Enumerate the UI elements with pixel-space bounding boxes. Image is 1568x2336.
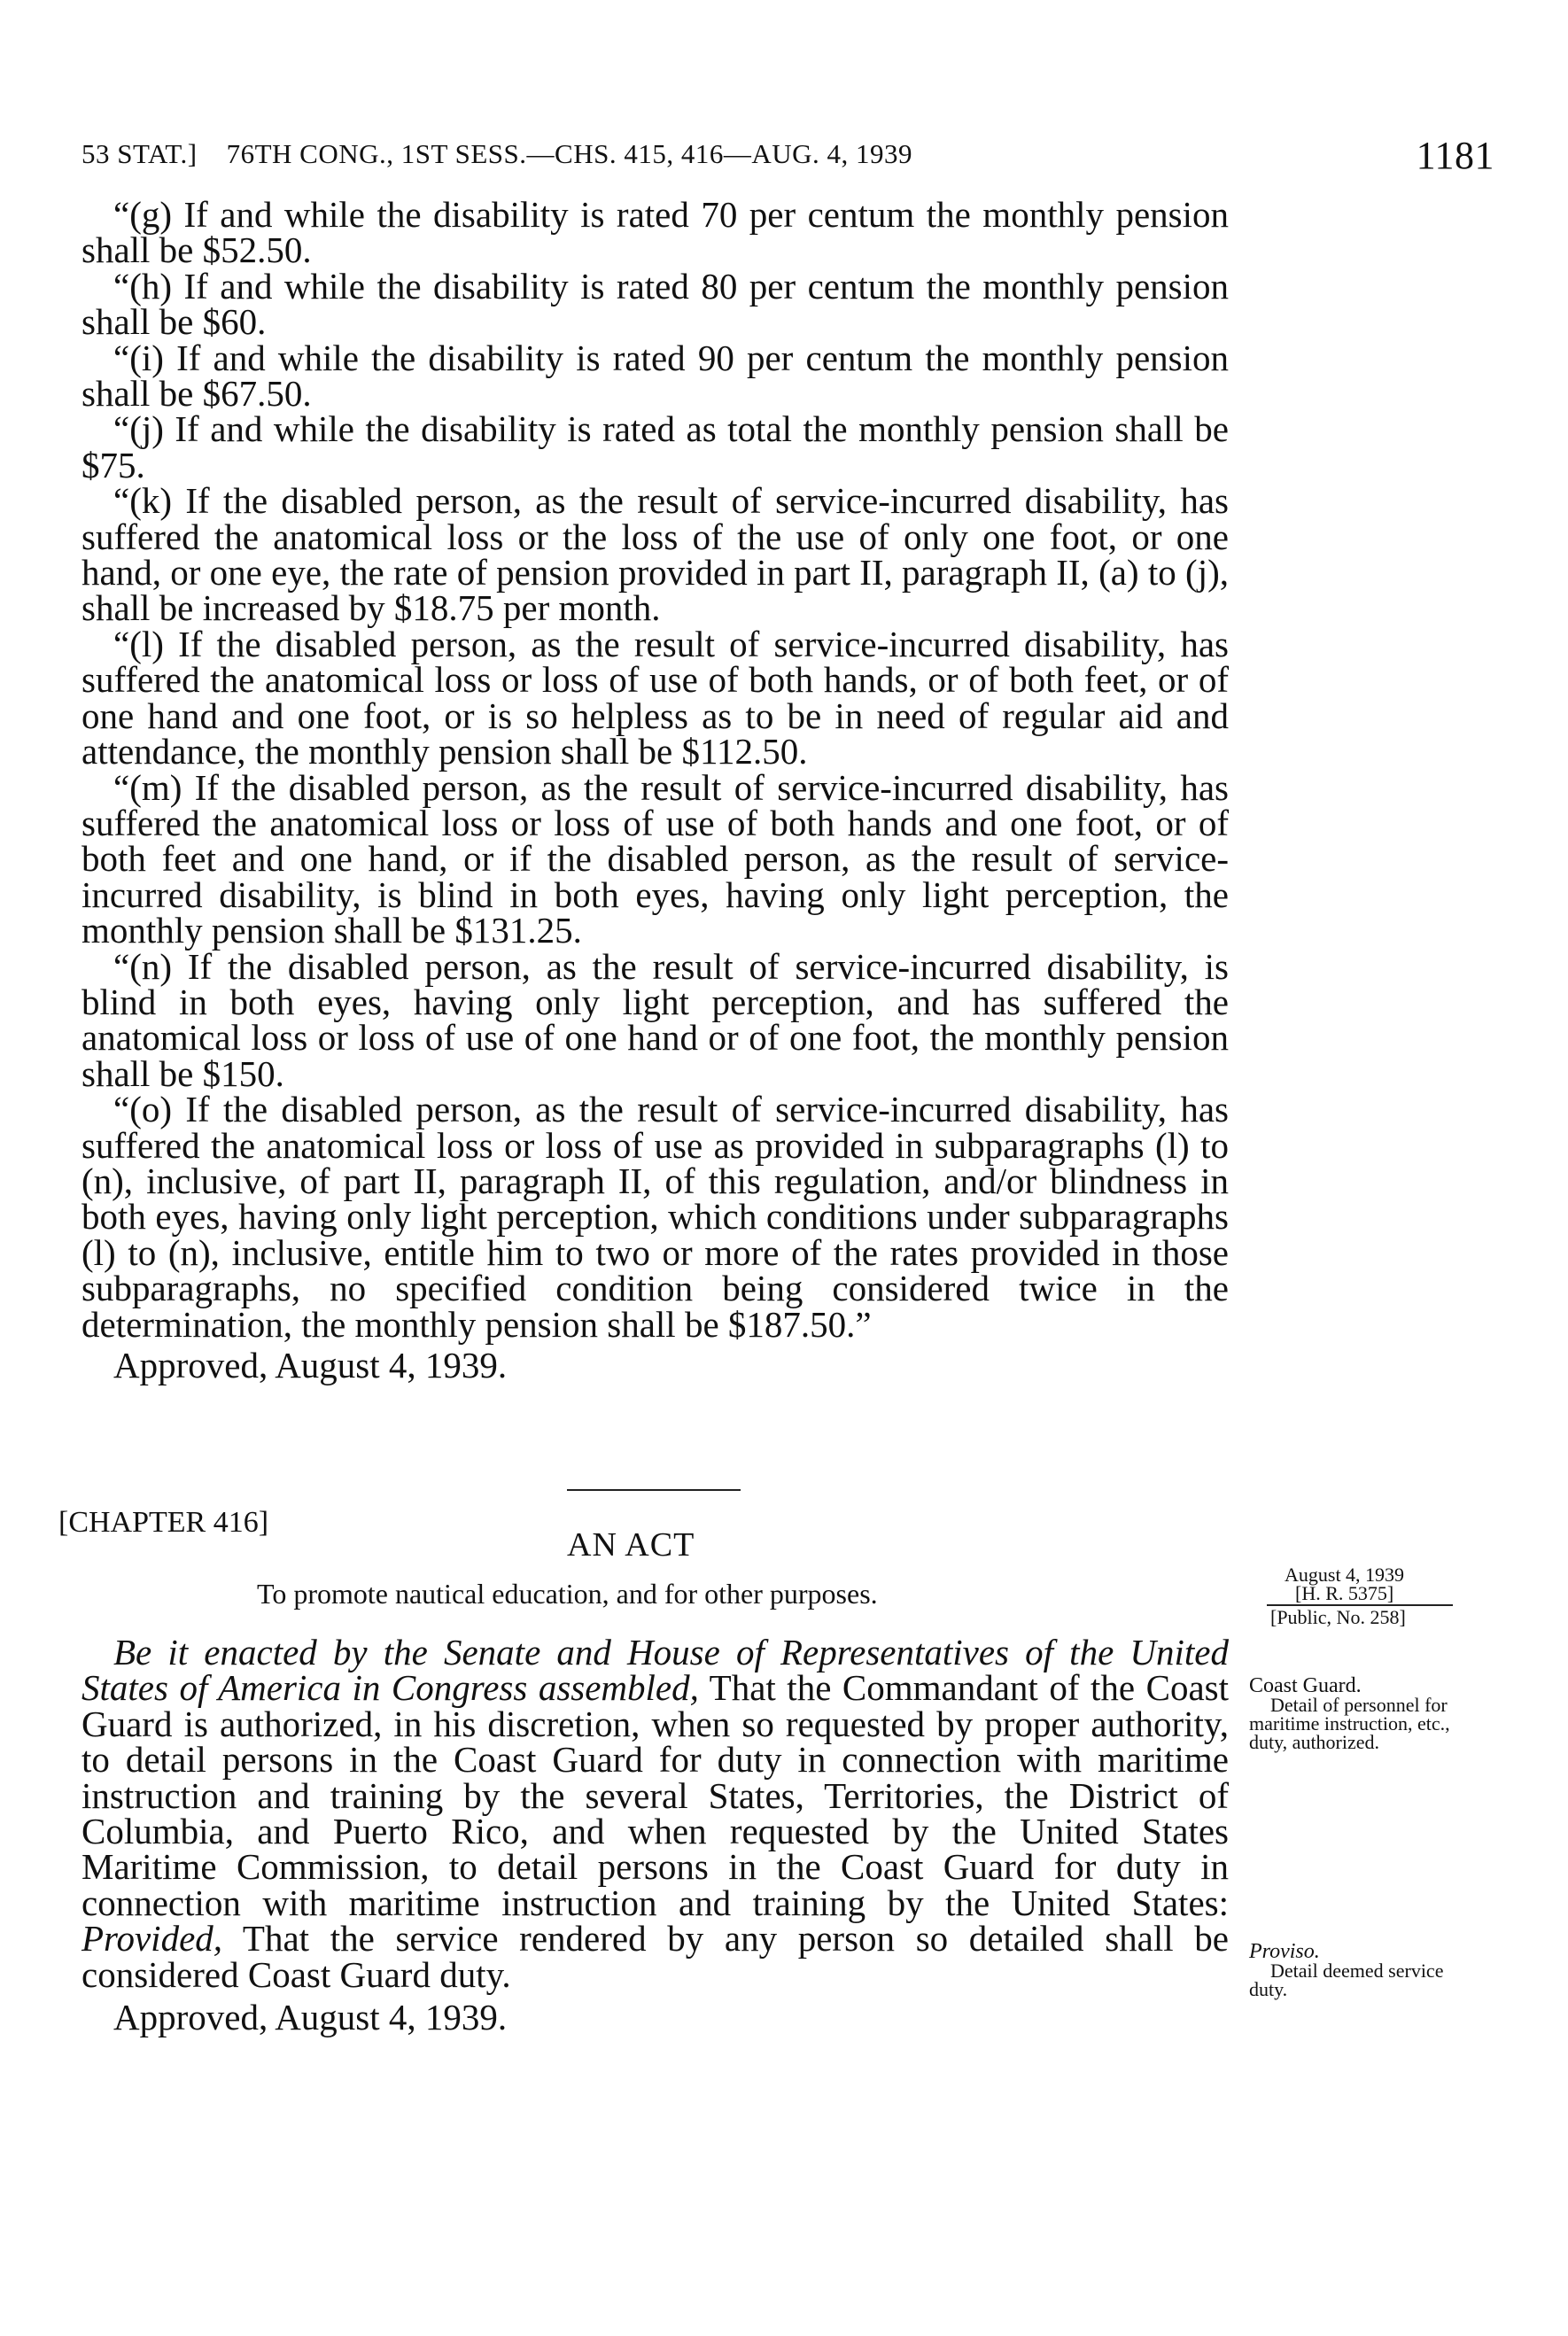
margin-notes-proviso [1249, 1940, 1541, 2000]
act-title: AN ACT [567, 1526, 695, 1564]
page-number: 1181 [1416, 134, 1494, 177]
chapter-415-text [82, 194, 1229, 1385]
paragraph-j: “(j) If and while the disability is rated as total the monthly pension shall be $75. [82, 408, 1229, 485]
margin-heading-proviso: Proviso. [1249, 1940, 1320, 1963]
act-body-part1: That the Commandant of the Coast Guard is authorized, in his discretion, when so requested by proper authority, to detail persons in the Coast Guard for duty in connection with maritime instruction and training by the several States, Territories, the District of Columbia, and Puerto Rico, and when requested by the United States Maritime Commission, to detail persons in the Coast Guard for duty in connection with maritime instruction and training by the United States: [82, 1667, 1229, 1923]
act-body [82, 1632, 1229, 1995]
enacting-clause: Be it enacted by the Senate and House of Representatives of the United States of America in Congress assembled, [82, 1632, 1229, 1709]
act-body-part2: That the service rendered by any person so detailed shall be considered Coast Guard duty. [82, 1918, 1229, 1995]
chapter-416-text [82, 1634, 1229, 2037]
margin-bill: [H. R. 5375] [1295, 1582, 1394, 1604]
paragraph-n: “(n) If the disabled person, as the result of service-incurred disability, is blind in both eyes, having only light perception, and has suffered the anatomical loss or loss of use of one hand or of one foot, the monthly pension shall be $150. [82, 945, 1229, 1094]
paragraph-i: “(i) If and while the disability is rated 90 per centum the monthly pension shall be $67.50. [82, 337, 1229, 415]
section-divider [567, 1489, 741, 1491]
margin-note-proviso: Detail deemed service duty. [1249, 1960, 1444, 2000]
paragraph-k: “(k) If the disabled person, as the result of service-incurred disability, has suffered the anatomical loss or the loss of the use of only one foot, or one hand, or one eye, the rate of pension provided in part II, paragraph II, (a) to (j), shall be increased by $18.75 per month. [82, 480, 1229, 629]
running-head: 53 STAT.] 76TH CONG., 1ST SESS.—CHS. 415, 416—AUG. 4, 1939 [82, 138, 913, 169]
page-header [82, 133, 1494, 186]
margin-notes-coast-guard [1249, 1674, 1541, 1753]
margin-public-law: [Public, No. 258] [1270, 1606, 1406, 1628]
paragraph-h: “(h) If and while the disability is rated 80 per centum the monthly pension shall be $60. [82, 265, 1229, 343]
proviso-word: Provided, [82, 1918, 223, 1960]
paragraph-g: “(g) If and while the disability is rated 70 per centum the monthly pension shall be $52.50. [82, 194, 1229, 271]
margin-note-detail: Detail of personnel for maritime instruction, etc., duty, authorized. [1249, 1694, 1450, 1753]
paragraph-m: “(m) If the disabled person, as the result of service-incurred disability, has suffered the anatomical loss or loss of use of both hands and one foot, or of both feet and one hand, or if the disabled person, as the result of service-incurred disability, is blind in both eyes, having only light perception, the monthly pension shall be $131.25. [82, 766, 1229, 951]
margin-notes [1249, 1565, 1541, 1626]
margin-heading-coast-guard: Coast Guard. [1249, 1674, 1362, 1697]
paragraph-l: “(l) If the disabled person, as the result of service-incurred disability, has suffered the anatomical loss or loss of use of both hands, or of both feet, or of one hand and one foot, or is so helpless as to be in need of regular aid and attendance, the monthly pension shall be $112.50. [82, 623, 1229, 772]
margin-date: August 4, 1939 [1285, 1564, 1405, 1586]
chapter-label: [CHAPTER 416] [58, 1506, 269, 1539]
approval-line-416: Approved, August 4, 1939. [113, 1997, 508, 2038]
approval-line-415: Approved, August 4, 1939. [113, 1345, 508, 1385]
act-purpose: To promote nautical education, and for other purposes. [257, 1578, 878, 1610]
paragraph-o: “(o) If the disabled person, as the result of service-incurred disability, has suffered the anatomical loss or loss of use as provided in subparagraphs (l) to (n), inclusive, of part II, paragraph II, of this regulation, and/or blindness in both eyes, having only light perception, which conditions under subparagraphs (l) to (n), inclusive, entitle him to two or more of the rates provided in those subparagraphs, no specified condition being considered twice in the determination, the monthly pension shall be $187.50.” [82, 1089, 1229, 1345]
